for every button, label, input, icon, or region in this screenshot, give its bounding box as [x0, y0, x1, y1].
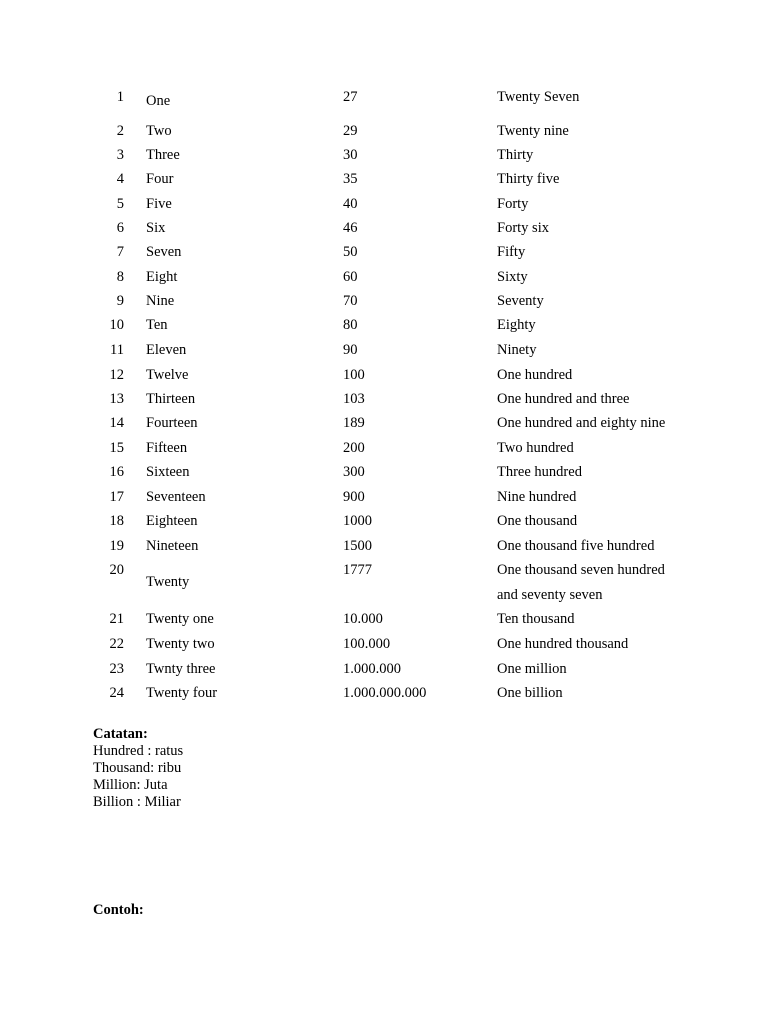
row-value: 900 — [343, 489, 365, 505]
row-number: 14 — [109, 415, 124, 431]
row-value: 80 — [343, 317, 358, 333]
row-name: One hundred and three — [497, 391, 630, 407]
row-number: 17 — [109, 489, 124, 505]
note-line: Hundred : ratus — [93, 743, 184, 759]
row-name: Two hundred — [497, 440, 574, 456]
row-number: 5 — [116, 196, 124, 212]
row-number: 18 — [109, 513, 124, 529]
row-value: 27 — [343, 89, 358, 105]
row-word: Seven — [146, 244, 182, 260]
row-name: Thirty five — [497, 171, 560, 187]
row-value: 46 — [343, 220, 358, 236]
row-value: 1.000.000 — [343, 661, 401, 677]
note-line: Thousand: ribu — [93, 760, 182, 776]
row-word: Ten — [146, 317, 168, 333]
note-line: Billion : Miliar — [93, 794, 181, 810]
row-value: 10.000 — [343, 611, 383, 627]
row-name: Ninety — [497, 342, 537, 358]
example-heading: Contoh: — [93, 902, 144, 918]
row-name: One hundred and eighty nine — [497, 415, 666, 431]
row-number: 2 — [116, 123, 124, 139]
row-number: 3 — [116, 147, 124, 163]
row-number: 22 — [109, 636, 124, 652]
row-number: 21 — [109, 611, 124, 627]
row-word: Twenty four — [146, 685, 218, 701]
row-word: Nineteen — [146, 538, 199, 554]
row-name: Seventy — [497, 293, 544, 309]
row-number: 11 — [110, 342, 124, 358]
row-number: 8 — [116, 269, 124, 285]
row-number: 16 — [109, 464, 124, 480]
row-name: Fifty — [497, 244, 526, 260]
row-number: 1 — [116, 89, 124, 105]
row-number: 24 — [109, 685, 124, 701]
row-word: Fifteen — [146, 440, 188, 456]
notes-heading: Catatan: — [93, 726, 148, 742]
row-value: 103 — [343, 391, 365, 407]
notes-section — [93, 726, 183, 811]
row-word: Fourteen — [146, 415, 198, 431]
row-value: 60 — [343, 269, 358, 285]
row-name: Thirty — [497, 147, 534, 163]
row-word: Twenty one — [146, 611, 214, 627]
row-word: Twenty two — [146, 636, 215, 652]
row-value: 70 — [343, 293, 358, 309]
row-word: Seventeen — [146, 489, 206, 505]
row-name: Twenty Seven — [497, 89, 580, 105]
row-word: Two — [146, 123, 172, 139]
row-number: 15 — [109, 440, 124, 456]
row-number: 4 — [116, 171, 124, 187]
row-word: Six — [146, 220, 166, 236]
row-name: One billion — [497, 685, 563, 701]
row-word: Eight — [146, 269, 178, 285]
row-value: 90 — [343, 342, 358, 358]
row-value: 35 — [343, 171, 358, 187]
row-name: One thousand seven hundred — [497, 562, 665, 578]
row-number: 13 — [109, 391, 124, 407]
row-value: 29 — [343, 123, 358, 139]
row-word: Three — [146, 147, 180, 163]
row-name-continuation: and seventy seven — [497, 587, 603, 603]
row-value: 50 — [343, 244, 358, 260]
row-number: 10 — [109, 317, 124, 333]
row-value: 40 — [343, 196, 358, 212]
row-number: 19 — [109, 538, 124, 554]
row-value: 100.000 — [343, 636, 391, 652]
row-word: Four — [146, 171, 174, 187]
row-name: Forty six — [497, 220, 549, 236]
row-value: 200 — [343, 440, 365, 456]
row-name: One hundred thousand — [497, 636, 629, 652]
row-name: One thousand — [497, 513, 578, 529]
row-value: 1.000.000.000 — [343, 685, 427, 701]
row-name: Nine hundred — [497, 489, 577, 505]
note-line: Million: Juta — [93, 777, 168, 793]
row-word: Twnty three — [146, 661, 216, 677]
row-word: Twenty — [146, 574, 190, 590]
row-number: 7 — [116, 244, 124, 260]
row-word: Eighteen — [146, 513, 198, 529]
row-name: One hundred — [497, 367, 573, 383]
row-value: 300 — [343, 464, 365, 480]
row-name: Forty — [497, 196, 529, 212]
row-name: Twenty nine — [497, 123, 569, 139]
row-word: Twelve — [146, 367, 189, 383]
row-value: 189 — [343, 415, 365, 431]
row-name: One million — [497, 661, 567, 677]
row-word: Five — [146, 196, 172, 212]
row-value: 30 — [343, 147, 358, 163]
row-value: 1000 — [343, 513, 372, 529]
row-number: 9 — [116, 293, 124, 309]
row-value: 1500 — [343, 538, 372, 554]
row-number: 12 — [109, 367, 124, 383]
row-value: 100 — [343, 367, 365, 383]
row-name: Three hundred — [497, 464, 582, 480]
row-word: One — [146, 93, 171, 109]
row-number: 20 — [109, 562, 124, 578]
row-name: Sixty — [497, 269, 528, 285]
row-word: Eleven — [146, 342, 187, 358]
row-number: 23 — [109, 661, 124, 677]
row-name: Ten thousand — [497, 611, 575, 627]
row-name: One thousand five hundred — [497, 538, 655, 554]
row-name: Eighty — [497, 317, 536, 333]
row-word: Thirteen — [146, 391, 196, 407]
row-word: Nine — [146, 293, 175, 309]
row-value: 1777 — [343, 562, 372, 578]
row-number: 6 — [116, 220, 124, 236]
row-word: Sixteen — [146, 464, 190, 480]
